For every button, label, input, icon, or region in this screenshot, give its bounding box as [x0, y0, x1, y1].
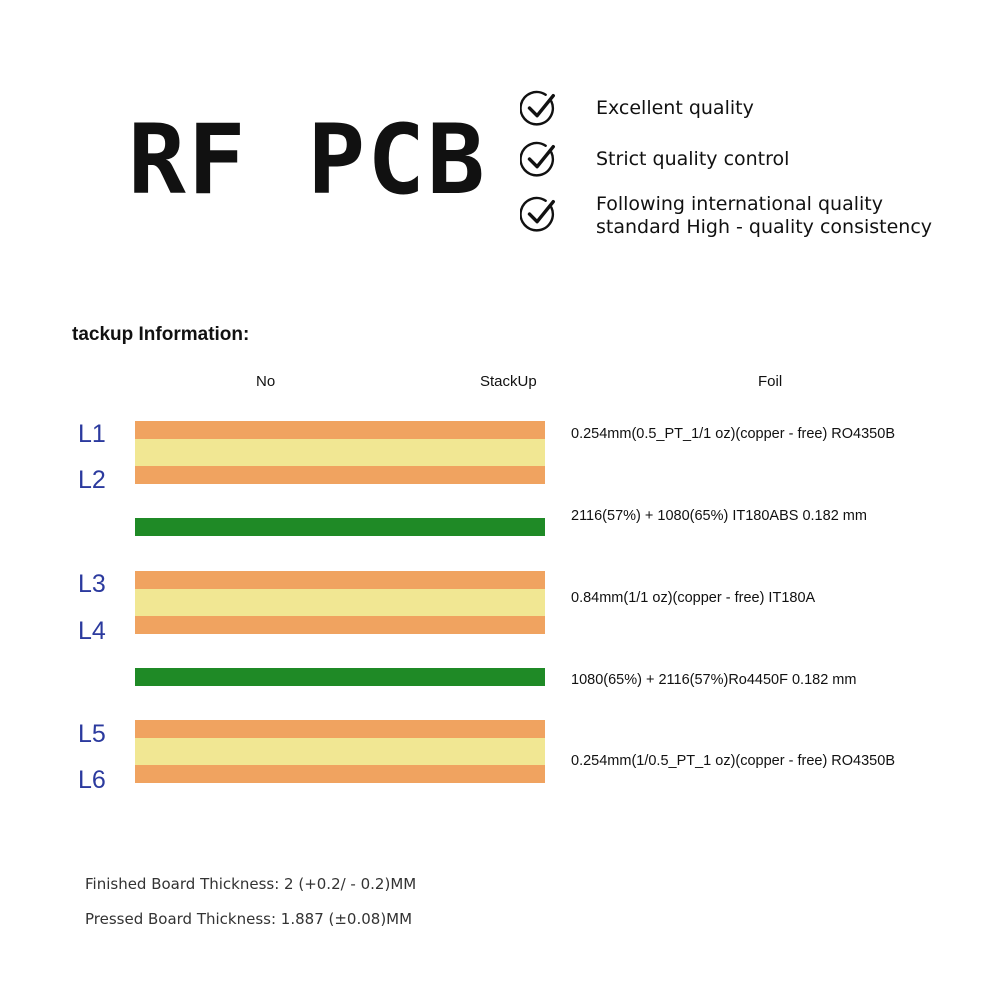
- stackup-heading: tackup Information:: [72, 324, 250, 345]
- check-circle-icon: [520, 196, 558, 234]
- layer-label-l1: L1: [78, 420, 106, 448]
- pressed-thickness-note: Pressed Board Thickness: 1.887 (±0.08)MM: [85, 910, 413, 928]
- foil-spec-5: 0.254mm(1/0.5_PT_1 oz)(copper - free) RO4350B: [571, 753, 895, 769]
- prepreg-layer-1: [135, 518, 545, 536]
- core-dielectric-3: [135, 738, 545, 765]
- column-header-stackup: StackUp: [480, 373, 537, 390]
- layer-label-l6: L6: [78, 766, 106, 794]
- finished-thickness-note: Finished Board Thickness: 2 (+0.2/ - 0.2)MM: [85, 875, 417, 893]
- copper-layer-l4: [135, 616, 545, 634]
- feature-text: Excellent quality: [596, 97, 754, 119]
- prepreg-layer-2: [135, 668, 545, 686]
- foil-spec-3: 0.84mm(1/1 oz)(copper - free) IT180A: [571, 590, 816, 606]
- foil-spec-4: 1080(65%) + 2116(57%)Ro4450F 0.182 mm: [571, 672, 857, 688]
- layer-label-l4: L4: [78, 617, 106, 645]
- core-dielectric-2: [135, 589, 545, 616]
- feature-text-line-2: standard High - quality consistency: [596, 216, 933, 238]
- copper-layer-l1: [135, 421, 545, 439]
- copper-layer-l3: [135, 571, 545, 589]
- check-circle-icon: [520, 90, 558, 128]
- foil-spec-1: 0.254mm(0.5_PT_1/1 oz)(copper - free) RO4350B: [571, 426, 895, 442]
- column-header-no: No: [256, 373, 276, 390]
- column-header-foil: Foil: [758, 373, 783, 390]
- copper-layer-l5: [135, 720, 545, 738]
- foil-spec-2: 2116(57%) + 1080(65%) IT180ABS 0.182 mm: [571, 508, 867, 524]
- check-circle-icon: [520, 141, 558, 179]
- copper-layer-l6: [135, 765, 545, 783]
- layer-label-l5: L5: [78, 720, 106, 748]
- feature-text: Strict quality control: [596, 148, 790, 170]
- core-dielectric-1: [135, 439, 545, 466]
- page-title: RF PCB: [128, 104, 487, 216]
- layer-label-l3: L3: [78, 570, 106, 598]
- layer-label-l2: L2: [78, 466, 106, 494]
- feature-text-line-1: Following international quality: [596, 193, 883, 215]
- copper-layer-l2: [135, 466, 545, 484]
